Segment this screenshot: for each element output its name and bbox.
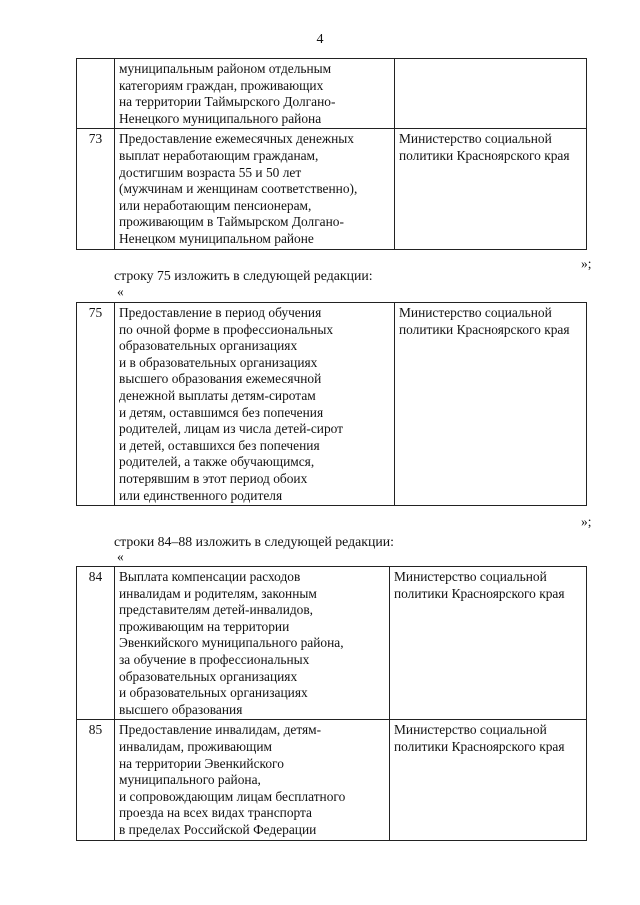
description-line: проезда на всех видах транспорта (119, 805, 312, 821)
description-line: достигшим возраста 55 и 50 лет (119, 164, 302, 180)
responsible-authority (395, 129, 587, 249)
services-table-row-75 (76, 302, 587, 506)
description-line: инвалидам и родителям, законным (119, 585, 317, 601)
authority-line: Министерство социальной (394, 569, 547, 584)
service-description (115, 303, 395, 506)
closing-quote: »; (581, 256, 592, 271)
description-line: представителям детей-инвалидов, (119, 602, 314, 618)
opening-quote: « (117, 284, 124, 299)
description-line: или единственного родителя (119, 487, 283, 503)
responsible-authority (390, 720, 587, 840)
services-table-continued (76, 58, 587, 250)
description-line: Эвенкийского муниципального района, (119, 635, 344, 651)
table-row (77, 303, 587, 506)
service-description (115, 720, 390, 840)
table-row (77, 720, 587, 840)
row-number: 84 (77, 567, 115, 720)
description-line: муниципального района, (119, 772, 261, 788)
description-line: по очной форме в профессиональных (119, 321, 334, 337)
description-line: выплат неработающим гражданам, (119, 147, 319, 163)
description-line: Ненецкого муниципального района (119, 110, 322, 126)
description-line: или неработающим пенсионерам, (119, 197, 312, 213)
description-line: (мужчинам и женщинам соответственно), (119, 181, 358, 197)
authority-line: Министерство социальной (399, 305, 552, 320)
description-line: и детям, оставшимся без попечения (119, 404, 324, 420)
description-line: на территории Эвенкийского (119, 755, 284, 771)
description-line: денежной выплаты детям-сиротам (119, 387, 316, 403)
responsible-authority (395, 303, 587, 506)
description-line: Предоставление в период обучения (119, 305, 322, 320)
description-line: в пределах Российской Федерации (119, 821, 317, 837)
description-line: Ненецком муниципальном районе (119, 230, 314, 246)
authority-line: Министерство социальной (399, 131, 552, 147)
service-description (115, 129, 395, 249)
row-number (77, 59, 115, 129)
row-number: 73 (77, 129, 115, 249)
description-line: проживающим на территории (119, 618, 290, 634)
description-line: инвалидам, проживающим (119, 738, 272, 754)
amendment-instruction: строку 75 изложить в следующей редакции: (114, 268, 373, 283)
row-number: 85 (77, 720, 115, 840)
description-line: и детей, оставшихся без попечения (119, 437, 320, 453)
description-line: категориям граждан, проживающих (119, 77, 324, 93)
amendment-instruction: строки 84–88 изложить в следующей редакции: (114, 534, 394, 549)
description-line: родителей, а также обучающимся, (119, 454, 315, 470)
service-description (115, 567, 390, 720)
authority-line: Министерство социальной (394, 722, 547, 738)
responsible-authority (390, 567, 587, 720)
authority-line: политики Красноярского края (394, 585, 565, 601)
description-line: родителей, лицам из числа детей-сирот (119, 421, 344, 437)
description-line: и образовательных организациях (119, 685, 308, 701)
description-line: муниципальным районом отдельным (119, 61, 332, 76)
description-line: потерявшим в этот период обоих (119, 470, 308, 486)
description-line: на территории Таймырского Долгано- (119, 94, 336, 110)
description-line: высшего образования ежемесячной (119, 371, 322, 387)
description-line: высшего образования (119, 701, 243, 717)
authority-line: политики Красноярского края (394, 738, 565, 754)
responsible-authority (395, 59, 587, 129)
description-line: Предоставление ежемесячных денежных (119, 131, 355, 147)
description-line: образовательных организациях (119, 338, 298, 354)
description-line: Предоставление инвалидам, детям- (119, 722, 322, 738)
page-number: 4 (316, 32, 324, 47)
table-row (77, 59, 587, 129)
row-number: 75 (77, 303, 115, 506)
description-line: за обучение в профессиональных (119, 651, 310, 667)
table-row (77, 129, 587, 249)
service-description (115, 59, 395, 129)
opening-quote: « (117, 549, 124, 564)
services-table-rows-84-88 (76, 566, 587, 841)
table-row (77, 567, 587, 720)
description-line: и в образовательных организациях (119, 354, 318, 370)
description-line: и сопровождающим лицам бесплатного (119, 788, 346, 804)
authority-line: политики Красноярского края (399, 321, 570, 337)
description-line: Выплата компенсации расходов (119, 569, 301, 584)
authority-line: политики Красноярского края (399, 147, 570, 163)
description-line: образовательных организациях (119, 668, 298, 684)
description-line: проживающим в Таймырском Долгано- (119, 214, 344, 230)
closing-quote: »; (581, 514, 592, 529)
